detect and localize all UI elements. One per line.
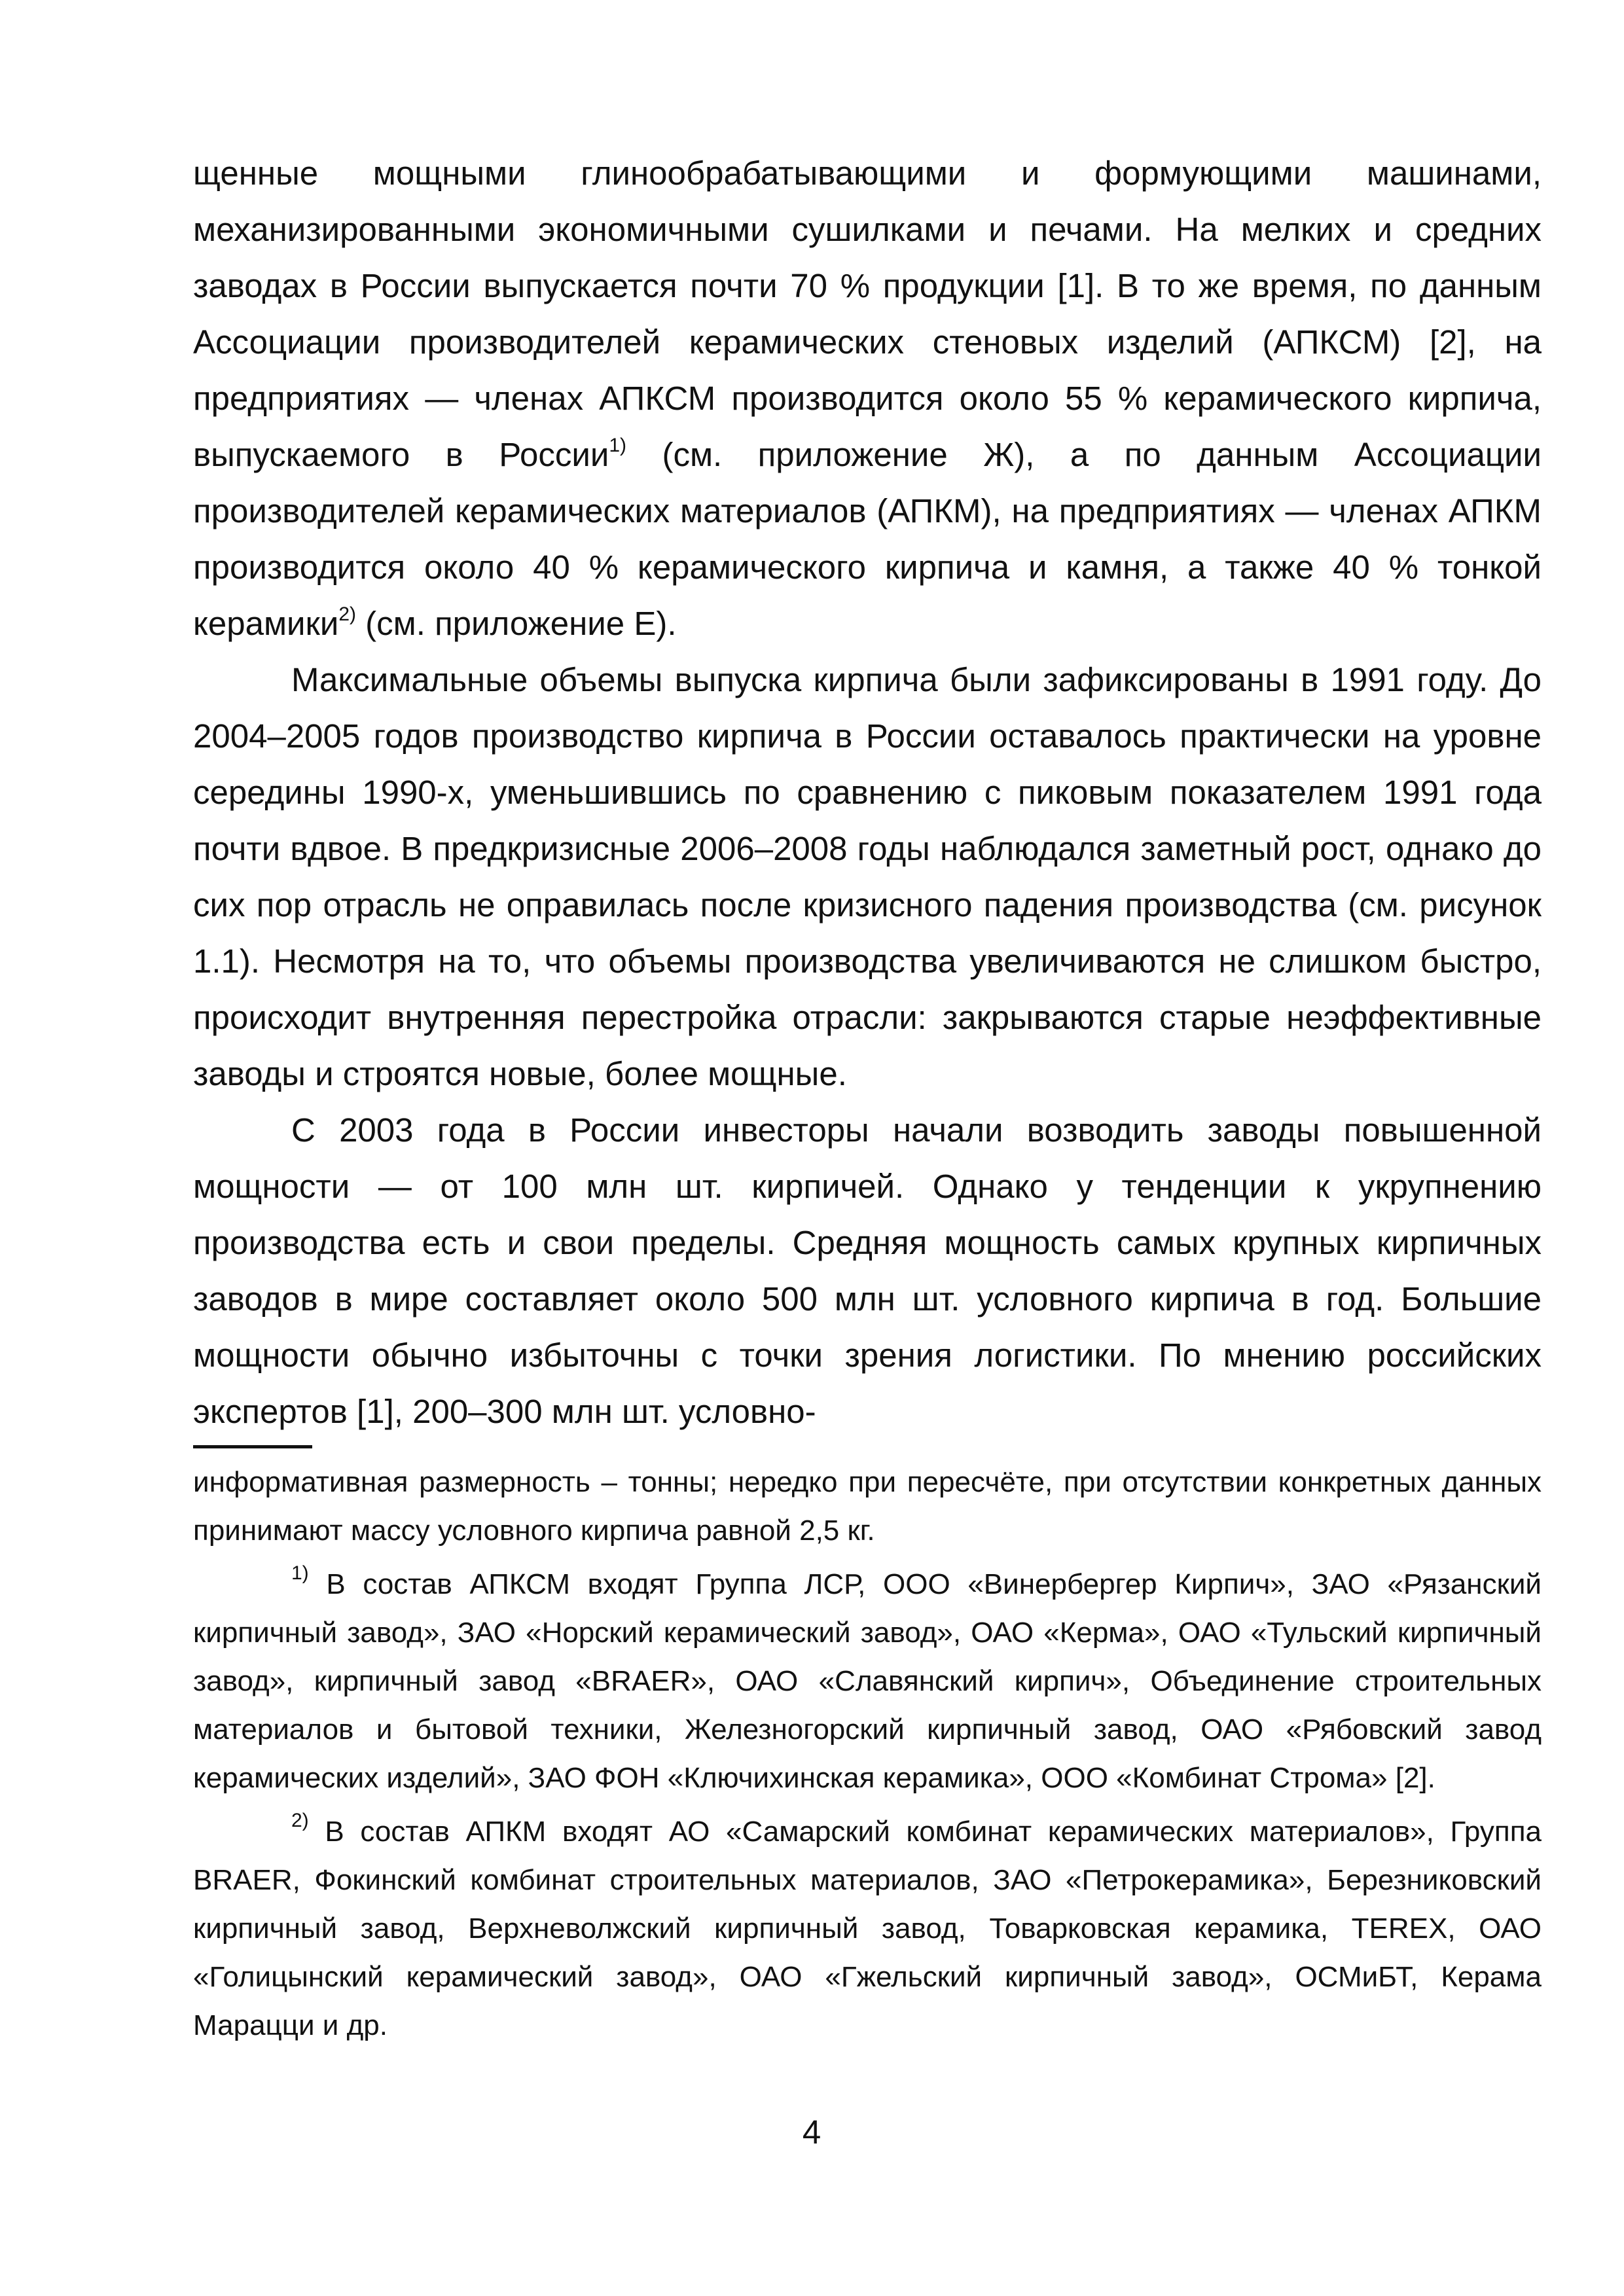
paragraph-1-text-middle: (см. приложение Ж), а по данным Ассоциации производителей керамических материалов (АПКМ), на предприятиях — членах АПКМ производится около 40 % керамического кирпича и камня, а также 40 % тонкой керамики [193,436,1542,642]
footnote-continuation: информативная размерность – тонны; нередко при пересчёте, при отсутствии конкретных данных принимают массу условного кирпича равной 2,5 кг. [193,1466,1542,1547]
footnotes [193,1458,1542,2055]
main-text [193,145,1542,1440]
footnote-separator [193,1445,312,1448]
footnote-2 [193,1808,1542,2050]
footnote-2-marker: 2) [291,1810,309,1831]
paragraph-1-text-before: щенные мощными глинообрабатывающими и формующими машинами, механизированными экономичными сушилками и печами. На мелких и средних заводах в России выпускается почти 70 % продукции [1]. В то же время, по данным Ассоциации производителей керамических стеновых изделий (АПКСМ) [2], на предприятиях — членах АПКСМ производится около 55 % керамического кирпича, выпускаемого в России [193,154,1542,473]
footnote-ref-1[interactable]: 1) [609,435,627,456]
paragraph-1 [193,145,1542,652]
footnote-2-text: В состав АПКМ входят АО «Самарский комбинат керамических материалов», Группа BRAER, Фокинский комбинат строительных материалов, ЗАО «Петрокерамика», Березниковский кирпичный завод, Верхневолжский кирпичный завод, Товарковская керамика, TEREX, ОАО «Голицынский керамический завод», ОАО «Гжельский кирпичный завод», ОСМиБТ, Керама Марацци и др. [193,1816,1542,2041]
footnote-1-text: В состав АПКСМ входят Группа ЛСР, ООО «Винербергер Кирпич», ЗАО «Рязанский кирпичный завод», ЗАО «Норский керамический завод», ОАО «Керма», ОАО «Тульский кирпичный завод», кирпичный завод «BRAER», ОАО «Славянский кирпич», Объединение строительных материалов и бытовой техники, Железногорский кирпичный завод, ОАО «Рябовский завод керамических изделий», ЗАО ФОН «Ключихинская керамика», ООО «Комбинат Строма» [2]. [193,1568,1542,1794]
footnote-1 [193,1560,1542,1803]
footnote-1-marker: 1) [291,1562,309,1584]
paragraph-1-text-after: (см. приложение Е). [356,605,677,642]
paragraph-3: С 2003 года в России инвесторы начали возводить заводы повышенной мощности — от 100 млн шт. кирпичей. Однако у тенденции к укрупнению производства есть и свои пределы. Средняя мощность самых крупных кирпичных заводов в мире составляет около 500 млн шт. условного кирпича в год. Большие мощности обычно избыточны с точки зрения логистики. По мнению российских экспертов [1], 200–300 млн шт. условно- [193,1111,1542,1430]
paragraph-2: Максимальные объемы выпуска кирпича были зафиксированы в 1991 году. До 2004–2005 годов производство кирпича в России оставалось практически на уровне середины 1990-х, уменьшившись по сравнению с пиковым показателем 1991 года почти вдвое. В предкризисные 2006–2008 годы наблюдался заметный рост, однако до сих пор отрасль не оправилась после кризисного падения производства (см. рисунок 1.1). Несмотря на то, что объемы производства увеличиваются не слишком быстро, происходит внутренняя перестройка отрасли: закрываются старые неэффективные заводы и строятся новые, более мощные. [193,661,1542,1092]
footnote-ref-2[interactable]: 2) [338,603,357,625]
page-number: 4 [802,2113,821,2151]
